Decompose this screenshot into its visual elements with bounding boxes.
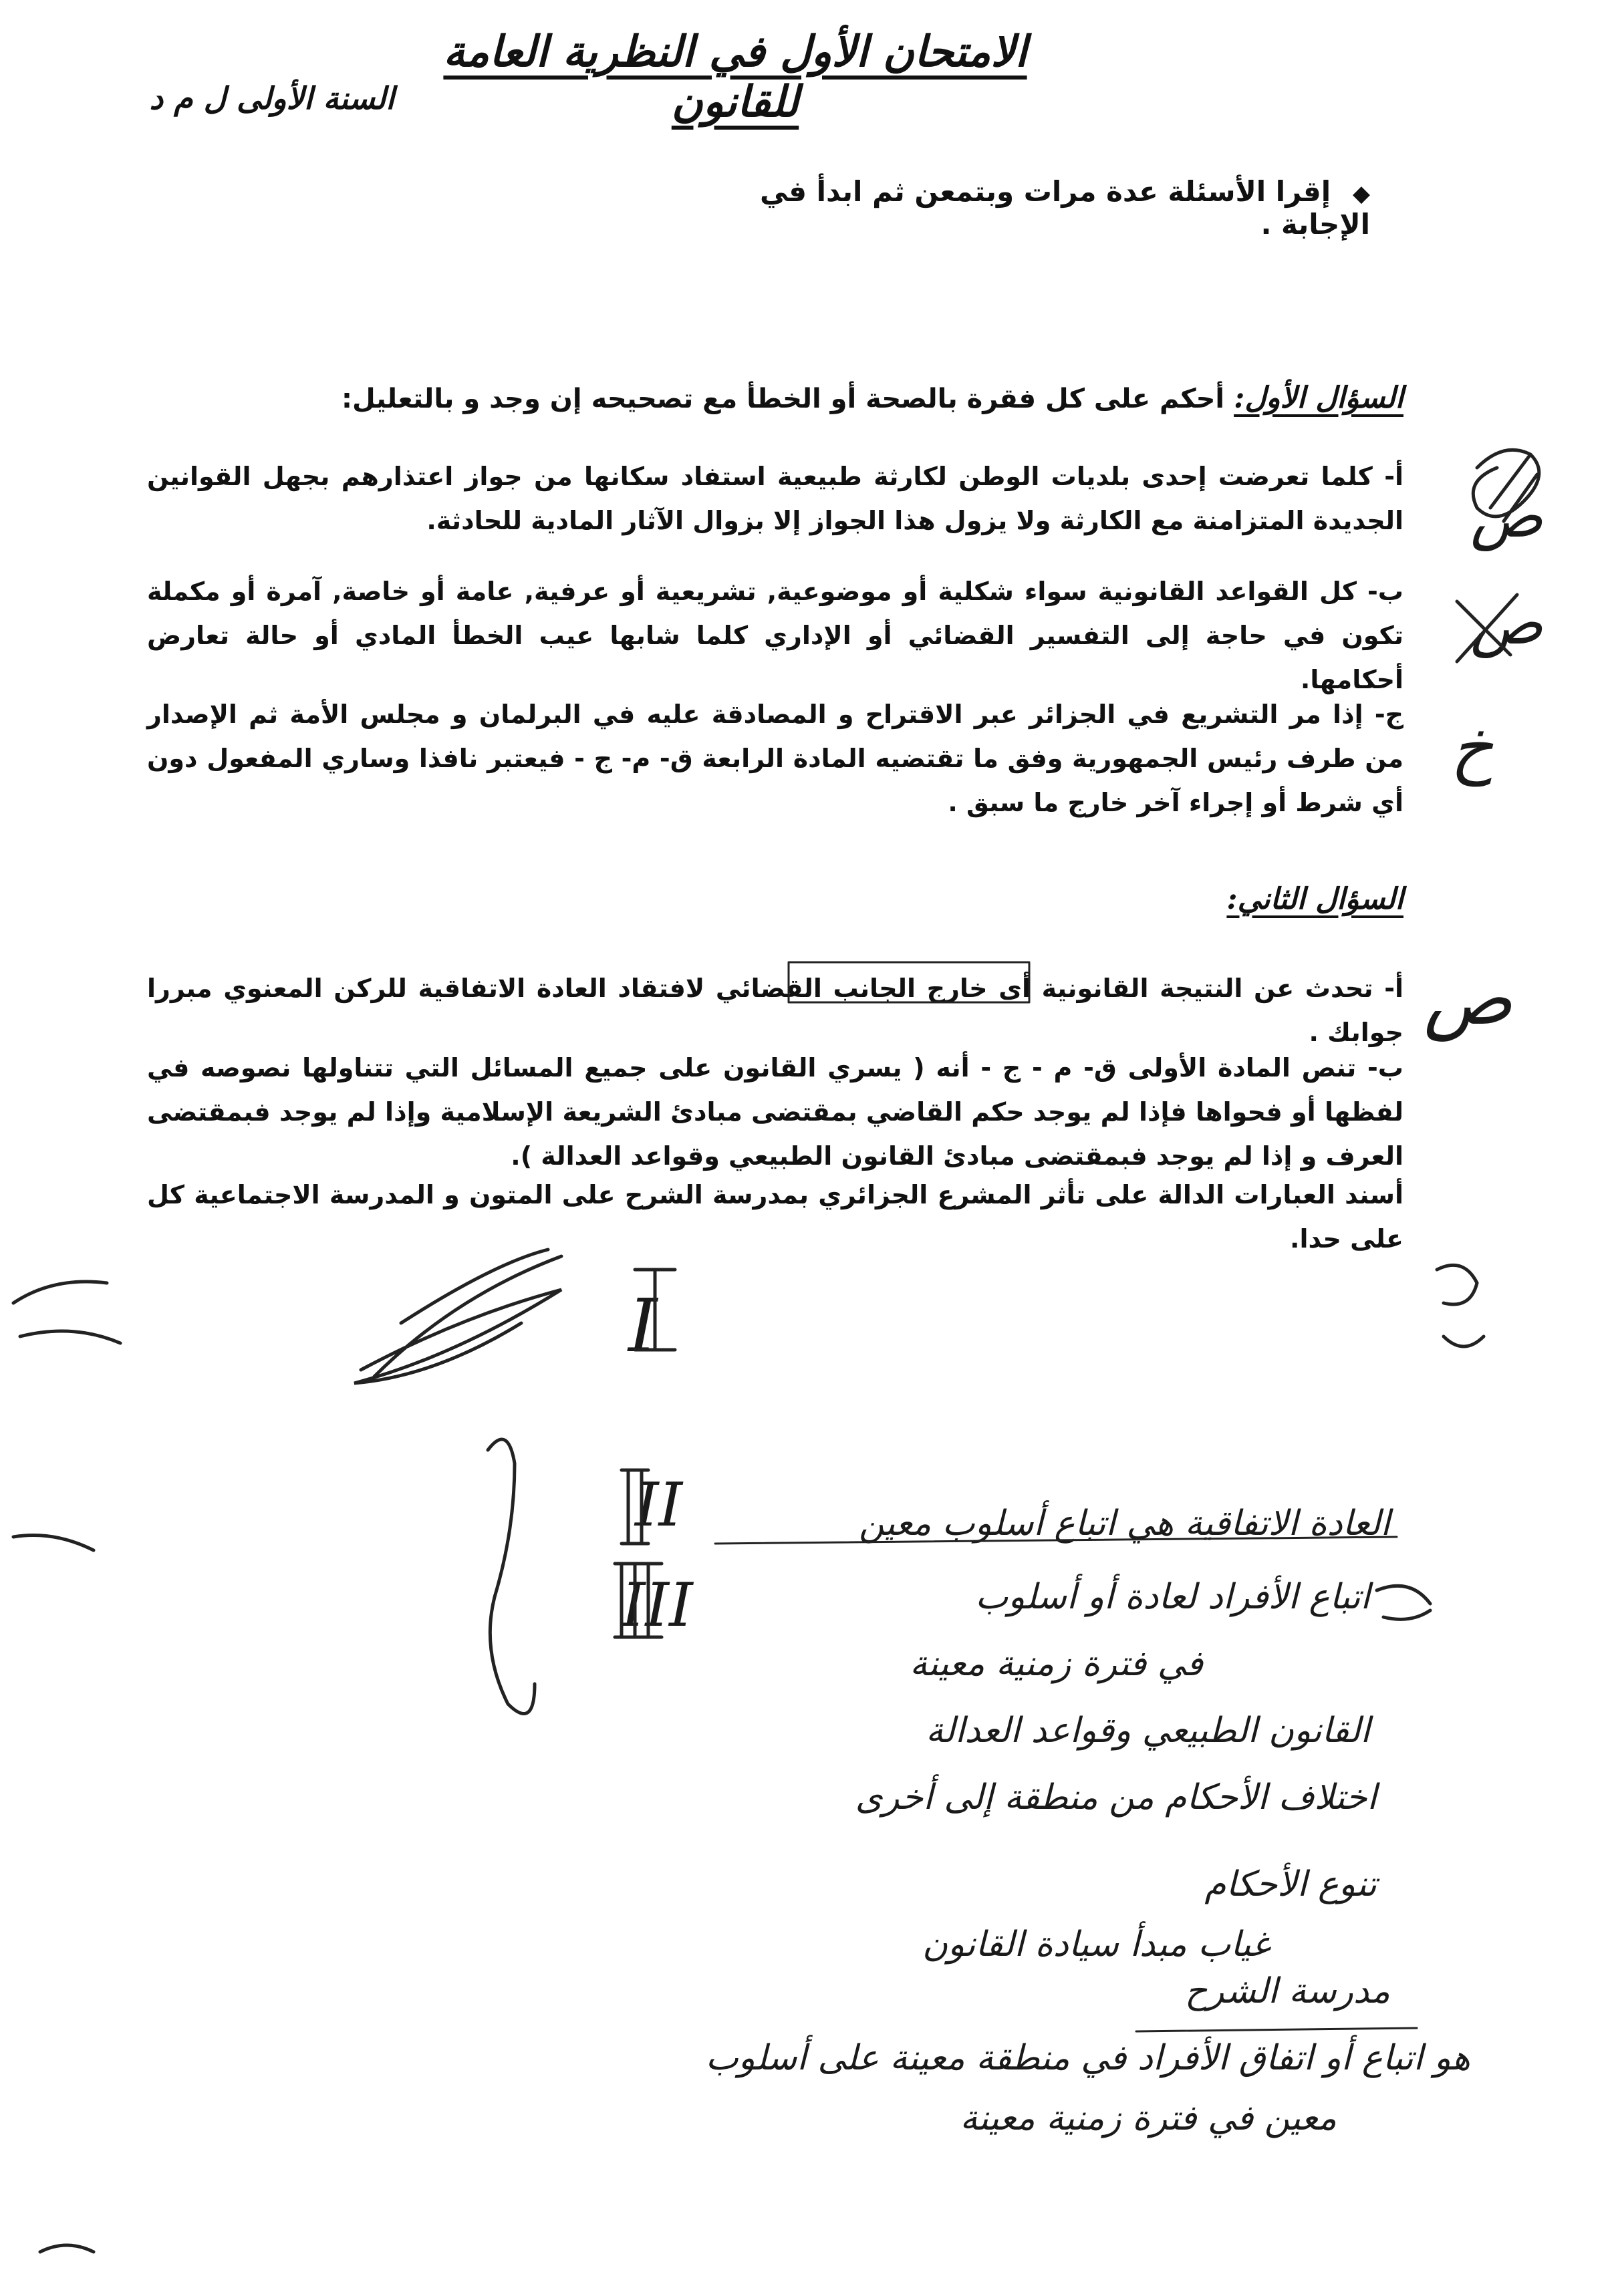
- roman-two-mark: II: [635, 1470, 683, 1540]
- handwritten-line-6: تنوع الأحكام: [1204, 1864, 1377, 1904]
- handwritten-line-7: غياب مبدأ سيادة القانون: [922, 1924, 1270, 1965]
- handwritten-line-5: اختلاف الأحكام من منطقة إلى أخرى: [855, 1777, 1377, 1818]
- handwritten-line-8: مدرسة الشرح: [1184, 1971, 1390, 2011]
- handwritten-line-9: هو اتباع أو اتفاق الأفراد في منطقة معينة على أسلوب: [705, 2038, 1470, 2078]
- margin-mark-3: خ: [1450, 708, 1494, 786]
- question-1-item-b: ب- كل القواعد القانونية سواء شكلية أو موضوعية, تشريعية أو عرفية, عامة أو خاصة, آمرة أو مكملة تكون في حاجة إلى التفسير القضائي أو الإداري كلما شابها عيب الخطأ المادي أو حالة تعارض أحكامها.: [147, 577, 1403, 694]
- question-2-label: السؤال الثاني:: [1226, 882, 1403, 916]
- handwritten-line-4: القانون الطبيعي وقواعد العدالة: [926, 1711, 1370, 1751]
- academic-year: السنة الأولى ل م د: [149, 80, 394, 116]
- question-1-prompt: أحكم على كل فقرة بالصحة أو الخطأ مع تصحيحه إن وجد و بالتعليل:: [342, 384, 1225, 414]
- margin-mark-4: ص: [1424, 956, 1512, 1041]
- instruction-line: [668, 175, 1370, 241]
- handwritten-line-10: معين في فترة زمنية معينة: [960, 2098, 1337, 2138]
- handwritten-line-3: في فترة زمنية معينة: [910, 1644, 1203, 1684]
- page-title: الامتحان الأول في النظرية العامة للقانون: [443, 27, 1027, 127]
- margin-mark-1: ص: [1470, 481, 1543, 551]
- question-2-final: أسند العبارات الدالة على تأثر المشرع الجزائري بمدرسة الشرح على المتون و المدرسة الاجتماعية كل على حدا.: [147, 1180, 1403, 1254]
- question-1-item-c: ج- إذا مر التشريع في الجزائر عبر الاقتراح و المصادقة عليه في البرلمان و مجلس الأمة ثم الإصدار من طرف رئيس الجمهورية وفق ما تقتضيه المادة الرابعة ق- م- ج - فيعتبر نافذا وساري المفعول دون أي شرط أو إجراء آخر خارج ما سبق .: [147, 700, 1403, 817]
- roman-three-mark: III: [622, 1570, 693, 1640]
- handwritten-line-1: العادة الاتفاقية هي اتباع أسلوب معين: [859, 1503, 1390, 1544]
- diamond-bullet-icon: ◆: [1352, 180, 1370, 207]
- question-1-item-a: أ- كلما تعرضت إحدى بلديات الوطن لكارثة طبيعية استفاد سكانها من جواز اعتذارهم بجهل القوانين الجديدة المتزامنة مع الكارثة ولا يزول هذا الجواز إلا بزوال الآثار المادية للحادثة.: [147, 462, 1403, 535]
- instruction-text: إقرا الأسئلة عدة مرات وبتمعن ثم ابدأ في الإجابة .: [760, 175, 1370, 241]
- roman-one-mark: I: [628, 1283, 658, 1369]
- question-1-heading: [120, 381, 1403, 415]
- question-2-heading: [120, 882, 1403, 916]
- handwritten-line-2: اتباع الأفراد لعادة أو أسلوب: [975, 1577, 1370, 1617]
- question-2-item-b: ب- تنص المادة الأولى ق- م - ج - أنه ( يسري القانون على جميع المسائل التي تتناولها نصوصه في لفظها أو فحواها فإذا لم يوجد حكم القاضي بمقتضى مبادئ الشريعة الإسلامية وإذا لم يوجد فبمقتضى العرف و إذا لم يوجد فبمقتضى مبادئ القانون الطبيعي وقواعد العدالة ).: [147, 1053, 1403, 1171]
- question-2-item-a: أ- تحدث عن النتيجة القانونية أي خارج الجانب القضائي لافتقاد العادة الاتفاقية للركن المعنوي مبررا جوابك .: [147, 974, 1403, 1047]
- margin-mark-2: ص: [1470, 588, 1543, 658]
- question-1-label: السؤال الأول:: [1234, 381, 1403, 415]
